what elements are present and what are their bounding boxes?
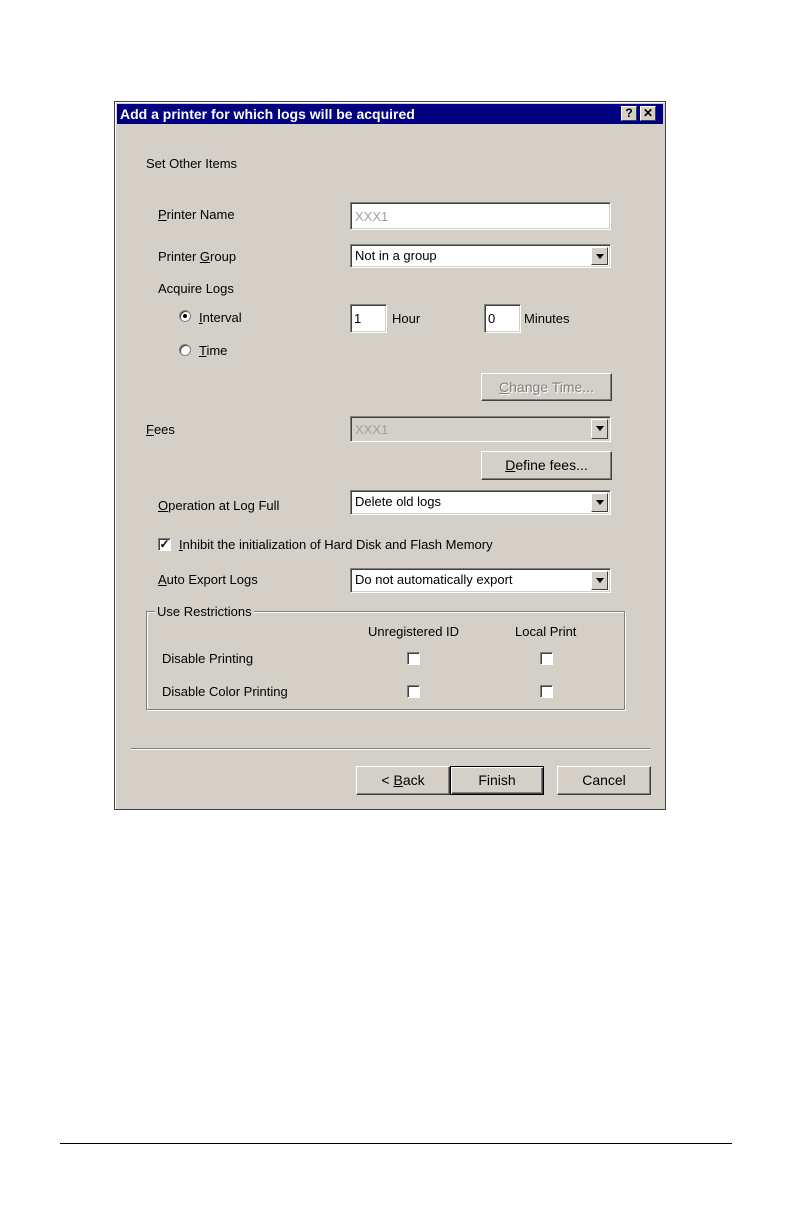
back-button[interactable] — [356, 766, 450, 795]
minutes-value: 0 — [488, 311, 496, 326]
printer-name-value: XXX1 — [355, 209, 389, 224]
inhibit-label[interactable]: Inhibit the initialization of Hard Disk and Flash Memory — [179, 537, 493, 552]
change-time-label: Change Time... — [499, 379, 594, 395]
operation-log-full-label: Operation at Log Full — [158, 498, 280, 513]
title-bar — [117, 104, 663, 124]
chevron-down-icon[interactable] — [591, 571, 608, 590]
page-footer-rule — [60, 1143, 732, 1144]
printer-name-label: Printer Name — [158, 207, 235, 222]
auto-export-label: Auto Export Logs — [158, 572, 258, 587]
disable-color-unregistered-checkbox[interactable] — [407, 685, 420, 698]
printer-group-label: Printer Group — [158, 249, 237, 264]
change-time-button[interactable] — [481, 373, 612, 401]
dialog-title: Add a printer for which logs will be acquired — [120, 106, 415, 122]
close-icon[interactable]: ✕ — [640, 106, 656, 121]
interval-minutes-input[interactable] — [484, 304, 521, 333]
fees-label: Fees — [146, 422, 175, 437]
disable-printing-local-checkbox[interactable] — [540, 652, 553, 665]
time-radio[interactable] — [179, 344, 191, 356]
minutes-unit-label: Minutes — [524, 311, 570, 326]
auto-export-value: Do not automatically export — [355, 572, 513, 587]
use-restrictions-title: Use Restrictions — [157, 604, 252, 619]
finish-button[interactable] — [450, 766, 544, 795]
printer-group-select[interactable] — [350, 244, 611, 268]
radio-selected-dot — [183, 314, 187, 318]
define-fees-button[interactable] — [481, 451, 612, 480]
time-label[interactable]: Time — [199, 343, 228, 358]
section-heading: Set Other Items — [146, 156, 238, 171]
finish-label: Finish — [478, 772, 516, 788]
define-fees-label: Define fees... — [505, 457, 588, 473]
hour-unit-label: Hour — [392, 311, 421, 326]
operation-log-full-select[interactable] — [350, 490, 611, 515]
local-print-header: Local Print — [515, 624, 577, 639]
interval-radio[interactable] — [179, 310, 191, 322]
help-button[interactable]: ? — [621, 106, 637, 121]
fees-value: XXX1 — [355, 422, 389, 437]
cancel-button[interactable] — [557, 766, 651, 795]
printer-group-value: Not in a group — [355, 248, 437, 263]
interval-label[interactable]: Interval — [199, 310, 242, 325]
button-separator — [131, 748, 650, 750]
auto-export-select[interactable] — [350, 568, 611, 593]
operation-log-full-value: Delete old logs — [355, 494, 441, 509]
disable-color-local-checkbox[interactable] — [540, 685, 553, 698]
chevron-down-icon[interactable] — [591, 247, 608, 265]
fees-select[interactable] — [350, 416, 611, 442]
add-printer-dialog — [114, 101, 666, 810]
cancel-label: Cancel — [582, 772, 626, 788]
inhibit-checkbox[interactable]: ✓ — [159, 537, 170, 551]
interval-hours-input[interactable] — [350, 304, 387, 333]
chevron-down-icon[interactable] — [591, 419, 608, 439]
acquire-logs-label: Acquire Logs — [158, 281, 234, 296]
disable-printing-unregistered-checkbox[interactable] — [407, 652, 420, 665]
chevron-down-icon[interactable] — [591, 493, 608, 512]
hours-value: 1 — [354, 311, 362, 326]
back-label: < Back — [381, 772, 425, 788]
disable-printing-label: Disable Printing — [162, 651, 254, 666]
printer-name-field[interactable] — [350, 202, 611, 230]
unregistered-id-header: Unregistered ID — [368, 624, 460, 639]
disable-color-printing-label: Disable Color Printing — [162, 684, 288, 699]
